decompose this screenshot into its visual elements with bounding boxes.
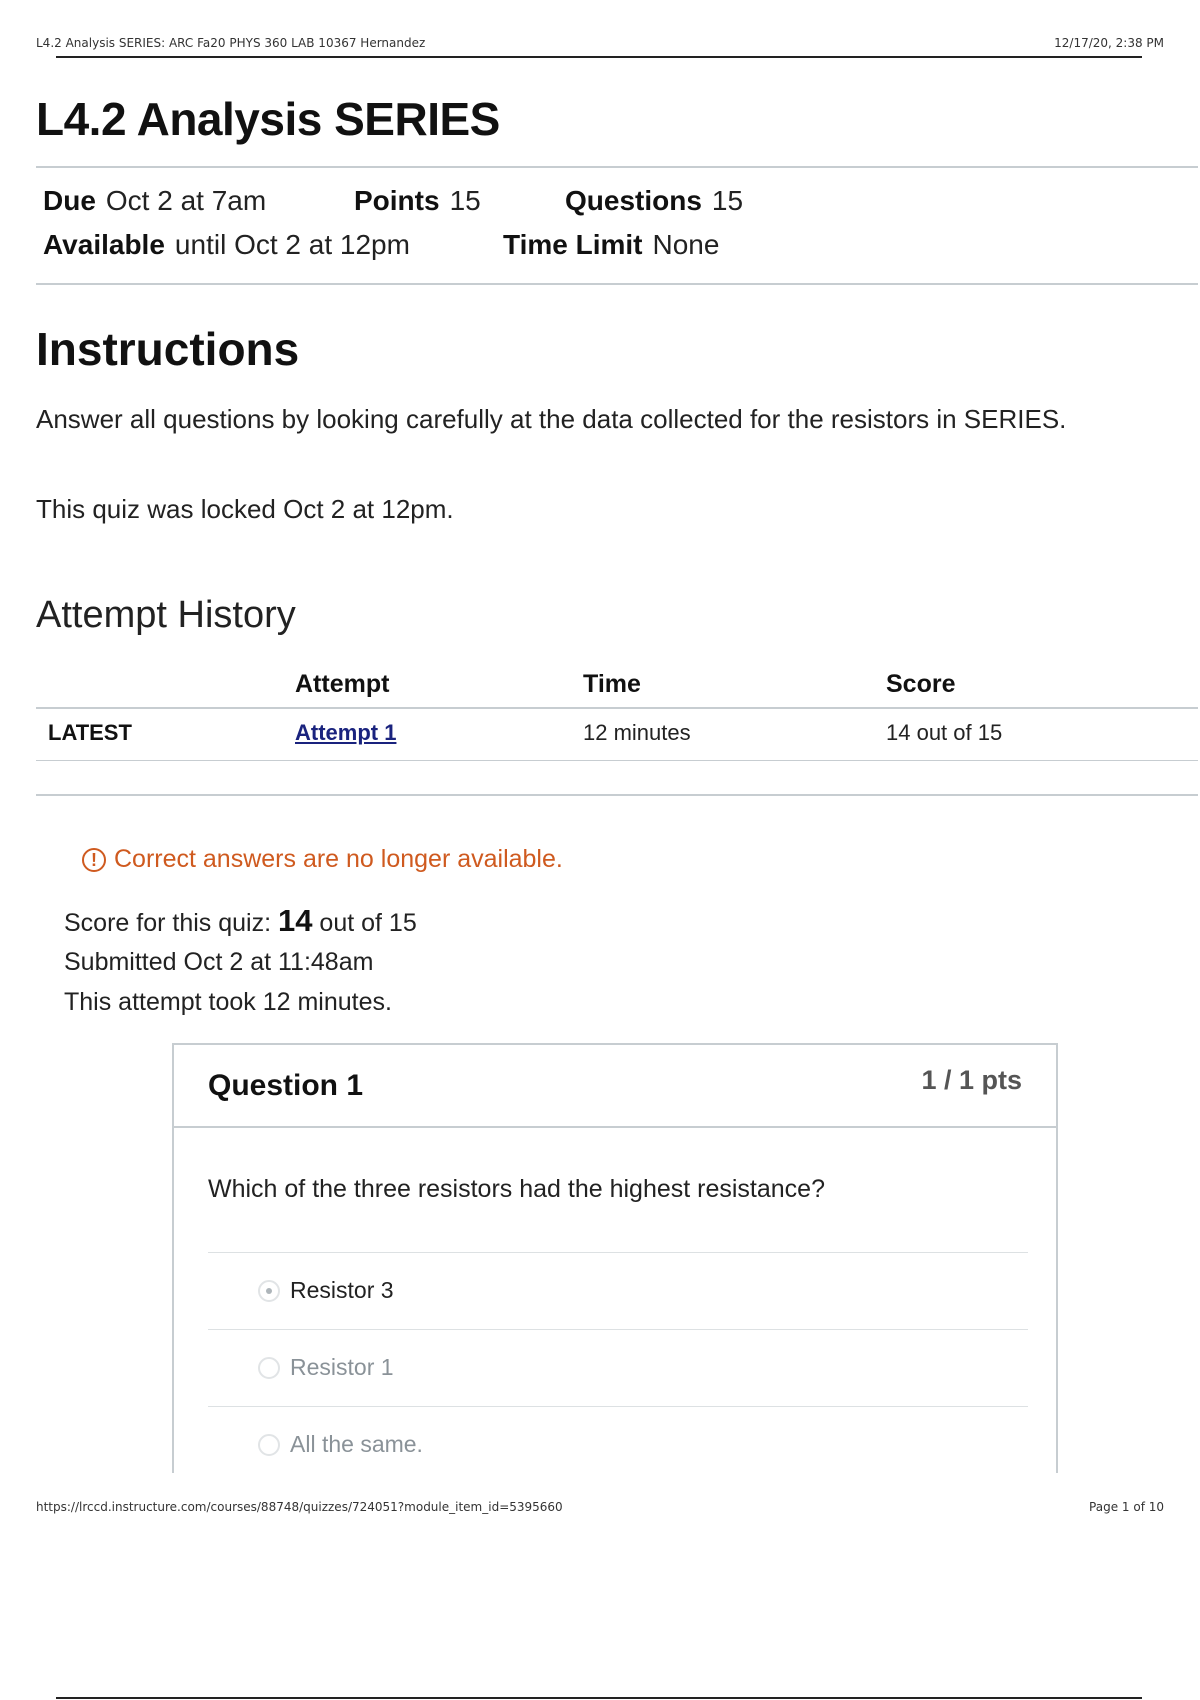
- score-suffix: out of 15: [319, 909, 417, 937]
- time-limit-label: Time Limit: [503, 229, 643, 260]
- print-header: [36, 36, 1164, 56]
- divider: [36, 283, 1198, 285]
- time-limit-info: [503, 229, 719, 261]
- answer-separator: [208, 1252, 1028, 1253]
- answer-separator: [208, 1406, 1028, 1407]
- print-header-datetime: 12/17/20, 2:38 PM: [1054, 36, 1164, 50]
- attempt-time: 12 minutes: [583, 720, 691, 745]
- radio-unselected-icon[interactable]: [258, 1434, 280, 1456]
- available-info: [43, 229, 410, 261]
- question-text: Which of the three resistors had the highest resistance?: [208, 1175, 825, 1203]
- attempt-history-title: Attempt History: [36, 594, 296, 636]
- page-title: L4.2 Analysis SERIES: [36, 93, 500, 145]
- table-row-rule: [36, 760, 1198, 761]
- question-points: 1 / 1 pts: [921, 1065, 1022, 1095]
- radio-selected-icon[interactable]: [258, 1280, 280, 1302]
- question-card: [172, 1043, 1058, 1473]
- due-date: [43, 185, 266, 217]
- print-footer-url: https://lrccd.instructure.com/courses/88748/quizzes/724051?module_item_id=5395660: [36, 1500, 563, 1514]
- warning-icon: !: [82, 848, 106, 872]
- table-header-rule: [36, 707, 1198, 709]
- radio-unselected-icon[interactable]: [258, 1357, 280, 1379]
- question-title: Question 1: [208, 1069, 364, 1102]
- divider: [36, 166, 1198, 168]
- questions-label: Questions: [565, 185, 702, 216]
- answer-label: All the same.: [290, 1431, 423, 1457]
- due-label: Due: [43, 185, 96, 216]
- warning-text: Correct answers are no longer available.: [114, 845, 563, 873]
- print-header-rule: [56, 56, 1142, 58]
- divider: [36, 794, 1198, 796]
- answers-unavailable-warning: [82, 845, 563, 874]
- available-label: Available: [43, 229, 165, 260]
- instructions-text: Answer all questions by looking carefully at the data collected for the resistors in SERIES.: [36, 404, 1067, 434]
- locked-notice: This quiz was locked Oct 2 at 12pm.: [36, 494, 454, 524]
- points-info: [354, 185, 481, 217]
- due-value: Oct 2 at 7am: [105, 185, 267, 216]
- answer-option[interactable]: [258, 1277, 394, 1304]
- quiz-score: [64, 903, 417, 939]
- latest-tag: LATEST: [48, 720, 132, 745]
- points-label: Points: [354, 185, 440, 216]
- answer-option[interactable]: [258, 1431, 423, 1458]
- submitted-time: Submitted Oct 2 at 11:48am: [64, 948, 374, 976]
- print-header-title: L4.2 Analysis SERIES: ARC Fa20 PHYS 360 LAB 10367 Hernandez: [36, 36, 426, 50]
- time-limit-value: None: [652, 229, 720, 260]
- answer-option[interactable]: [258, 1354, 394, 1381]
- print-footer-rule: [56, 1697, 1142, 1699]
- column-header-score: Score: [886, 670, 956, 698]
- score-prefix: Score for this quiz:: [64, 909, 272, 937]
- questions-value: 15: [711, 185, 744, 216]
- score-value: 14: [277, 903, 313, 938]
- attempt-link[interactable]: Attempt 1: [295, 720, 397, 745]
- column-header-time: Time: [583, 670, 641, 698]
- questions-info: [565, 185, 743, 217]
- points-value: 15: [449, 185, 481, 216]
- attempt-score: 14 out of 15: [886, 720, 1003, 745]
- answer-label: Resistor 3: [290, 1277, 394, 1303]
- attempt-duration: This attempt took 12 minutes.: [64, 988, 392, 1016]
- answer-label: Resistor 1: [290, 1354, 394, 1380]
- answer-separator: [208, 1329, 1028, 1330]
- column-header-attempt: Attempt: [295, 670, 390, 698]
- available-value: until Oct 2 at 12pm: [174, 229, 410, 260]
- print-footer-page: Page 1 of 10: [1089, 1500, 1164, 1514]
- instructions-title: Instructions: [36, 323, 300, 375]
- question-header: [174, 1045, 1056, 1128]
